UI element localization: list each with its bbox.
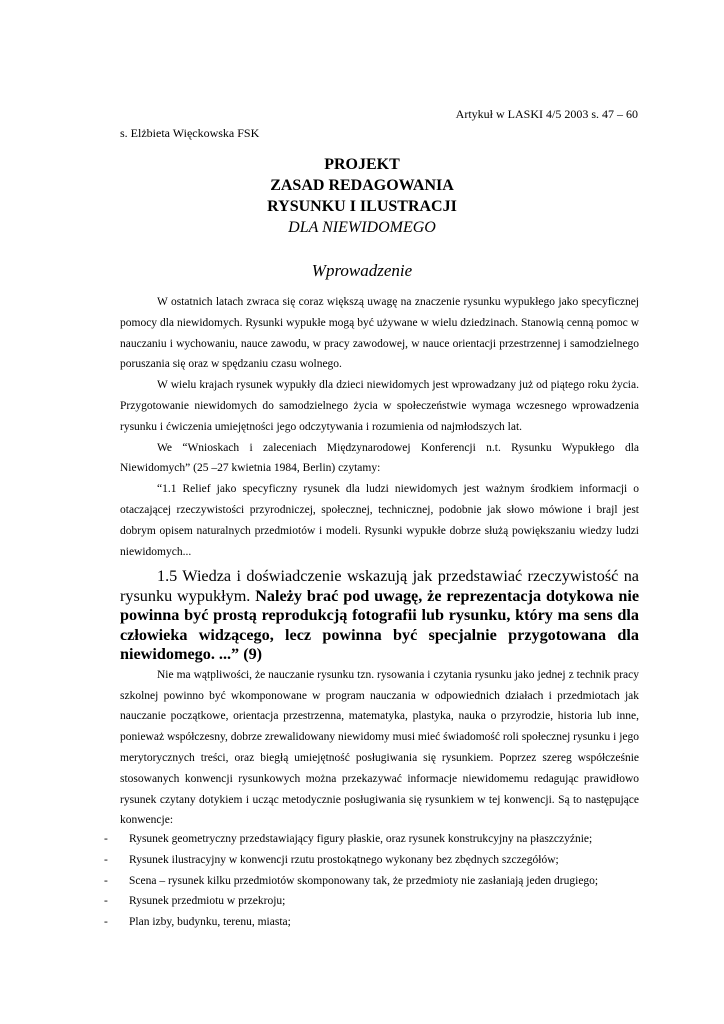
quote-bold-text: Należy brać pod uwagę, że reprezentacja dotykowa nie powinna być prostą reprodukcją fotografii lub rysunku, który ma sens dla człowieka widzącego, lecz powinna być specjalnie przygotowana dla niewidomego. ...” (9): [120, 586, 639, 664]
list-marker: -: [104, 874, 108, 887]
document-body: [120, 292, 639, 831]
list-item: [104, 912, 644, 933]
list-item-text: Scena – rysunek kilku przedmiotów skomponowany tak, że przedmioty nie zasłaniają jeden drugiego;: [129, 874, 599, 887]
list-item-text: Plan izby, budynku, terenu, miasta;: [129, 916, 291, 929]
article-citation: Artykuł w LASKI 4/5 2003 s. 47 – 60: [455, 107, 638, 121]
paragraph-1: W ostatnich latach zwraca się coraz większą uwagę na znaczenie rysunku wypukłego jako specyficznej pomocy dla niewidomych. Rysunki wypukłe mogą być używane w wielu dziedzinach. Stanowią cenną pomoc w nauczaniu i wychowaniu, nauce zawodu, w pracy zawodowej, w nauce orientacji przestrzennej i samodzielnego poruszania się oraz w spędzaniu czasu wolnego.: [120, 296, 639, 371]
paragraph-4: Nie ma wątpliwości, że nauczanie rysunku tzn. rysowania i czytania rysunku jako jednej z technik pracy szkolnej powinno być wkomponowane w program nauczania w odpowiednich działach i przedmiotach jak nauczanie początkowe, orientacja przestrzenna, matematyka, plastyka, nauka o przyrodzie, historia lub inne, ponieważ współczesny, dobrze zrewalidowany niewidomy musi mieć świadomość roli społecznej rysunku i jego merytorycznych treści, oraz biegłą umiejętność posługiwania się rysunkiem. Poprzez szereg współcześnie stosowanych konwencji rysunkowych można przekazywać informacje niewidomemu redagując prawidłowo rysunek czytany dotykiem i ucząc metodycznie posługiwania się rysunkiem w tej konwencji. Są to następujące konwencje:: [120, 668, 639, 827]
quote-regular-text: 1.5 Wiedza i doświadczenie wskazują jak przedstawiać rzeczywistość na rysunku wypukłym.: [120, 567, 639, 605]
quote-paragraph-1: “1.1 Relief jako specyficzny rysunek dla ludzi niewidomych jest ważnym środkiem informacji o otaczającej rzeczywistości przyrodniczej, społecznej, technicznej, podobnie jak słowo mówione i brajl jest dobrym opisem naturalnych przedmiotów i modeli. Rysunki wypukłe dobrze służą powiększaniu wiedzy ludzi niewidomych...: [120, 483, 639, 558]
title-line-2: ZASAD REDAGOWANIA: [270, 177, 454, 194]
section-heading: Wprowadzenie: [311, 261, 413, 280]
title-line-3: RYSUNKU I ILUSTRACJI: [267, 198, 457, 215]
document-title: [120, 154, 604, 238]
conventions-list: [104, 829, 644, 933]
list-item: [104, 829, 644, 850]
list-marker: -: [104, 833, 108, 845]
author-name: s. Elżbieta Więckowska FSK: [120, 126, 260, 140]
list-item: [104, 891, 644, 912]
paragraph-3: We “Wnioskach i zaleceniach Międzynarodowej Konferencji n.t. Rysunku Wypukłego dla Niewidomych” (25 –27 kwietnia 1984, Berlin) czytamy:: [120, 441, 639, 475]
paragraph-2: W wielu krajach rysunek wypukły dla dzieci niewidomych jest wprowadzany już od piątego roku życia. Przygotowanie niewidomych do samodzielnego życia w społeczeństwie wymaga wczesnego wprowadzenia rysunku i ćwiczenia umiejętności jego odczytywania i rozumienia od najmłodszych lat.: [120, 379, 639, 433]
list-marker: -: [104, 895, 108, 908]
title-line-4: DLA NIEWIDOMEGO: [288, 219, 436, 236]
list-item-text: Rysunek przedmiotu w przekroju;: [129, 895, 286, 908]
title-line-1: PROJEKT: [324, 156, 400, 173]
quote-paragraph-2: [120, 567, 639, 665]
list-item-text: Rysunek ilustracyjny w konwencji rzutu prostokątnego wykonany bez zbędnych szczegółów;: [129, 853, 559, 866]
list-item: [104, 850, 644, 871]
list-marker: -: [104, 916, 108, 929]
list-item: [104, 871, 644, 892]
list-marker: -: [104, 853, 108, 866]
list-item-text: Rysunek geometryczny przedstawiający figury płaskie, oraz rysunek konstrukcyjny na płaszczyźnie;: [129, 833, 593, 845]
